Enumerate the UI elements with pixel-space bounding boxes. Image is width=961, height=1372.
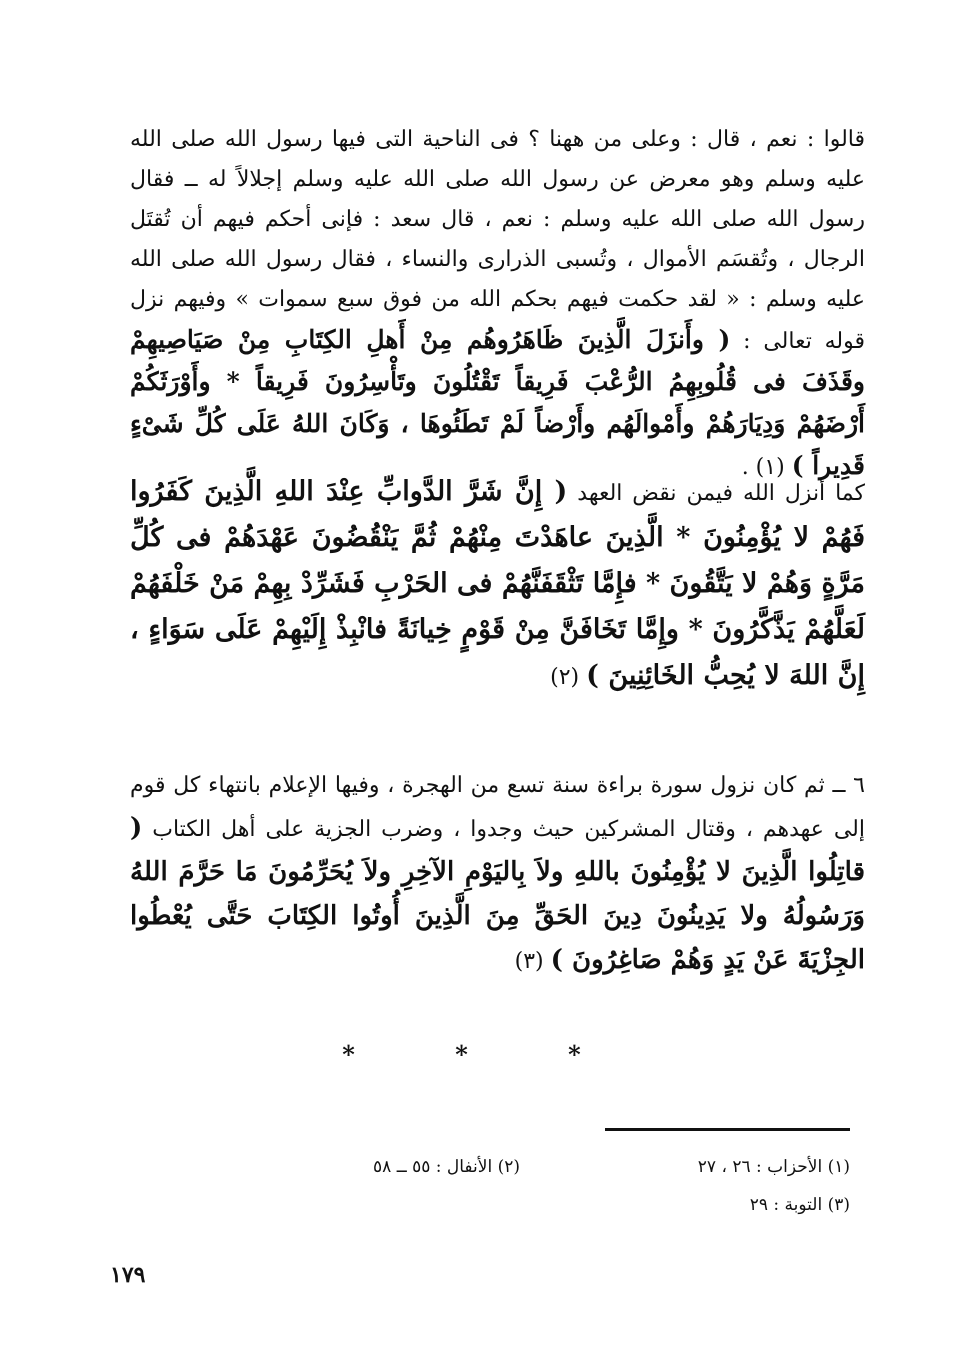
- paragraph-1-footnote-ref: (١) .: [741, 455, 785, 480]
- paragraph-2-footnote-ref: (٢): [550, 665, 580, 690]
- paragraph-1-text: قالوا : نعم ، قال : وعلى من ههنا ؟ فى الناحية التى فيها رسول الله صلى الله عليه وسلم وهو معرض عن رسول الله صلى الله عليه وسلم إجلالاً له ــ فقال رسول الله صلى الله عليه وسلم : نعم ، قال سعد : فإنى أحكم فيهم أن تُقتَل الرجال ، وتُقسَم الأموال ، وتُسبى الذرارى والنساء ، فقال رسول الله صلى الله عليه وسلم : « لقد حكمت فيهم بحكم الله من فوق سبع سموات » وفيهم نزل قوله تعالى :: [130, 127, 866, 354]
- separator-star: *: [455, 1040, 506, 1069]
- footnote-row: [250, 1148, 850, 1186]
- paragraph-1: [130, 120, 865, 488]
- section-separator: [0, 1040, 961, 1069]
- paragraph-3-text: ٦ ــ ثم كان نزول سورة براءة سنة تسع من الهجرة ، وفيها الإعلام بانتهاء كل قوم إلى عهدهم ، وقتال المشركين حيث وجدوا ، وضرب الجزية على أهل الكتاب: [130, 773, 865, 842]
- separator-star: *: [568, 1040, 619, 1069]
- footnote-3: (٣) التوبة : ٢٩: [749, 1195, 850, 1215]
- paragraph-3-quran-verse: ( قاتِلُوا الَّذِينَ لا يُؤْمِنُونَ باللهِ ولاَ بِاليَوْمِ الآخِرِ ولاَ يُحَرِّمُونَ مَا حَرَّمَ اللهُ وَرَسُولُهُ ولا يَدِينُونَ دِينَ الحَقِّ مِنَ الَّذِينَ أُوتُوا الكِتَابَ حَتَّى يُعْطُوا الجِزْيَةَ عَنْ يَدٍ وَهُمْ صَاغِرُونَ ): [130, 813, 865, 975]
- page-number: ١٧٩: [110, 1262, 146, 1288]
- paragraph-2: [130, 470, 865, 700]
- paragraph-3-footnote-ref: (٣): [514, 949, 544, 974]
- footnotes: [250, 1148, 850, 1224]
- separator-star: *: [342, 1040, 393, 1069]
- paragraph-3: [130, 765, 865, 983]
- footnote-divider: [605, 1128, 850, 1131]
- paragraph-2-quran-verse: ( إِنَّ شَرَّ الدَّوابِّ عِنْدَ اللهِ الَّذِينَ كَفَرُوا فَهُمْ لا يُؤْمِنُونَ * الَّذِينَ عاهَدْتَ مِنْهُمْ ثُمَّ يَنْقُضُونَ عَهْدَهُمْ فى كُلِّ مَرَّةٍ وَهُمْ لا يَتَّقُونَ * فإِمَّا تَثْقَفَنَّهُمْ فى الحَرْبِ فَشَرِّدْ بِهِمْ مَنْ خَلْفَهُمْ لَعَلَّهُمْ يَذَّكَّرُونَ * وإِمَّا تَخَافَنَّ مِنْ قَوْمٍ خِيانَةً فانْبِذْ إِلَيْهِمْ عَلَى سَوَاءٍ ، إِنَّ اللهَ لا يُحِبُّ الخَائِنِينَ ): [130, 476, 865, 691]
- paragraph-2-text: كما أنزل الله فيمن نقض العهد: [577, 481, 865, 506]
- paragraph-1-quran-verse: ( وأَنزَلَ الَّذِينَ ظَاهَرُوهُم مِنْ أَهلِ الكِتَابِ مِنْ صَيَاصِيهِمْ وقَذَفَ فى قُلُوبِهِمُ الرُّعْبَ فَرِيقاً تَقْتُلُونَ وتَأْسِرُونَ فَرِيقاً * وأَوْرَثَكُمْ أَرْضَهُمْ وَدِيَارَهُمْ وأَمْوالَهُم وأَرْضاً لَمْ تَطَئُوهَا ، وَكَانَ اللهُ عَلَى كُلِّ شَىْءٍ قَدِيراً ): [130, 325, 865, 480]
- footnote-1: (١) الأحزاب : ٢٦ ، ٢٧: [697, 1157, 850, 1177]
- footnote-row: [250, 1186, 850, 1224]
- footnote-2: (٢) الأنفال : ٥٥ ــ ٥٨: [373, 1157, 520, 1177]
